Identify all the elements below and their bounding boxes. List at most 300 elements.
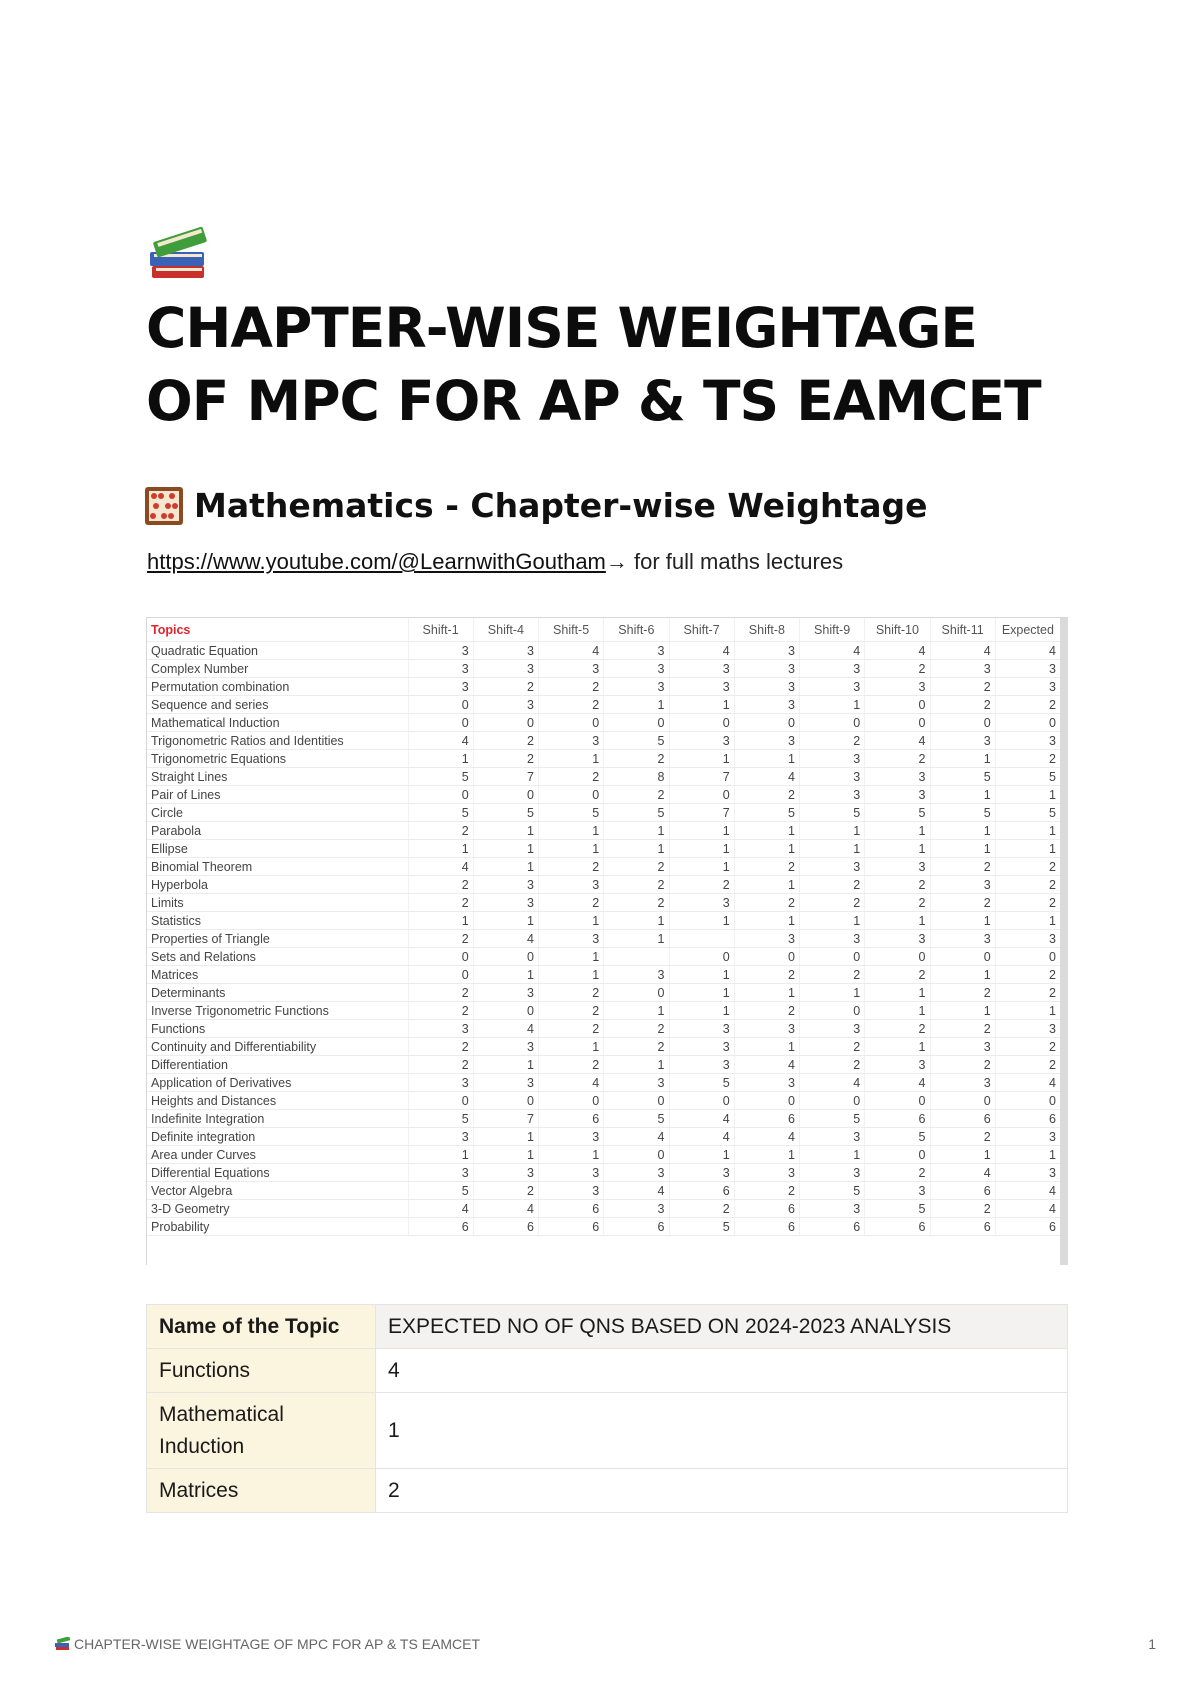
topic-cell: Parabola [147, 822, 408, 840]
value-cell: 1 [473, 1146, 538, 1164]
value-cell: 0 [734, 714, 799, 732]
value-cell: 5 [995, 804, 1060, 822]
value-cell: 3 [865, 930, 930, 948]
table-row [147, 984, 1061, 1002]
value-cell: 0 [539, 786, 604, 804]
value-cell: 3 [930, 930, 995, 948]
value-cell: 5 [408, 1110, 473, 1128]
value-cell: 3 [604, 1074, 669, 1092]
value-cell: 3 [995, 660, 1060, 678]
value-cell: 4 [930, 642, 995, 660]
topic-cell: Heights and Distances [147, 1092, 408, 1110]
value-cell: 3 [473, 642, 538, 660]
analysis-topic: Matrices [147, 1469, 376, 1513]
value-cell: 1 [800, 984, 865, 1002]
value-cell: 0 [473, 1092, 538, 1110]
value-cell: 3 [473, 660, 538, 678]
topic-cell: Differentiation [147, 1056, 408, 1074]
value-cell: 1 [734, 822, 799, 840]
value-cell: 8 [604, 768, 669, 786]
topic-cell: Trigonometric Ratios and Identities [147, 732, 408, 750]
value-cell: 3 [473, 696, 538, 714]
analysis-table [146, 1304, 1068, 1513]
value-cell: 0 [473, 948, 538, 966]
topic-cell: 3-D Geometry [147, 1200, 408, 1218]
value-cell: 1 [995, 1002, 1060, 1020]
topic-cell: Matrices [147, 966, 408, 984]
value-cell: 1 [604, 696, 669, 714]
value-cell: 2 [539, 696, 604, 714]
value-cell: 3 [734, 930, 799, 948]
value-cell: 1 [669, 840, 734, 858]
value-cell: 1 [473, 840, 538, 858]
value-cell: 3 [800, 858, 865, 876]
value-cell: 2 [408, 1002, 473, 1020]
value-cell: 2 [734, 894, 799, 912]
value-cell: 7 [473, 1110, 538, 1128]
value-cell: 0 [604, 714, 669, 732]
value-cell: 0 [995, 1092, 1060, 1110]
value-cell: 3 [408, 642, 473, 660]
page-footer [55, 1636, 480, 1652]
value-cell: 2 [539, 858, 604, 876]
value-cell: 1 [408, 912, 473, 930]
topic-cell: Probability [147, 1218, 408, 1236]
analysis-value: 2 [376, 1469, 1068, 1513]
topic-cell: Quadratic Equation [147, 642, 408, 660]
value-cell: 5 [865, 1128, 930, 1146]
value-cell: 2 [539, 894, 604, 912]
value-cell: 2 [539, 768, 604, 786]
value-cell: 3 [473, 1074, 538, 1092]
value-cell: 2 [473, 678, 538, 696]
value-cell: 1 [865, 840, 930, 858]
value-cell: 6 [473, 1218, 538, 1236]
value-cell: 2 [473, 1182, 538, 1200]
value-cell: 2 [995, 1056, 1060, 1074]
value-cell: 2 [539, 984, 604, 1002]
value-cell: 2 [930, 984, 995, 1002]
value-cell: 2 [408, 876, 473, 894]
value-cell: 5 [800, 1110, 865, 1128]
column-header: Shift-10 [865, 618, 930, 642]
value-cell: 3 [473, 984, 538, 1002]
value-cell: 3 [473, 1164, 538, 1182]
value-cell: 1 [604, 840, 669, 858]
value-cell: 2 [995, 1038, 1060, 1056]
value-cell: 3 [408, 1164, 473, 1182]
column-header: Shift-9 [800, 618, 865, 642]
page-title: CHAPTER-WISE WEIGHTAGE OF MPC FOR AP & TS EAMCET [146, 296, 1041, 433]
value-cell: 2 [995, 984, 1060, 1002]
value-cell: 3 [800, 750, 865, 768]
topic-cell: Straight Lines [147, 768, 408, 786]
topic-cell: Properties of Triangle [147, 930, 408, 948]
value-cell: 1 [930, 912, 995, 930]
analysis-value: 4 [376, 1349, 1068, 1393]
value-cell: 1 [669, 750, 734, 768]
value-cell: 1 [539, 948, 604, 966]
value-cell: 6 [604, 1218, 669, 1236]
value-cell: 3 [408, 1128, 473, 1146]
value-cell: 1 [734, 750, 799, 768]
value-cell: 0 [408, 696, 473, 714]
value-cell: 7 [473, 768, 538, 786]
value-cell: 6 [539, 1200, 604, 1218]
value-cell: 3 [800, 768, 865, 786]
value-cell: 3 [539, 660, 604, 678]
value-cell: 4 [669, 642, 734, 660]
analysis-header-row [147, 1305, 1068, 1349]
value-cell: 0 [734, 1092, 799, 1110]
value-cell: 5 [734, 804, 799, 822]
value-cell: 3 [930, 876, 995, 894]
value-cell: 1 [473, 822, 538, 840]
value-cell: 2 [539, 1020, 604, 1038]
value-cell: 1 [669, 858, 734, 876]
table-row [147, 1020, 1061, 1038]
column-header: Shift-5 [539, 618, 604, 642]
value-cell: 4 [669, 1110, 734, 1128]
table-row [147, 786, 1061, 804]
value-cell: 0 [539, 714, 604, 732]
value-cell: 0 [473, 1002, 538, 1020]
value-cell: 3 [669, 894, 734, 912]
value-cell: 3 [539, 876, 604, 894]
value-cell: 6 [669, 1182, 734, 1200]
value-cell: 6 [800, 1218, 865, 1236]
table-row [147, 1110, 1061, 1128]
value-cell: 3 [734, 660, 799, 678]
value-cell: 2 [539, 1002, 604, 1020]
value-cell: 1 [930, 750, 995, 768]
value-cell: 4 [865, 1074, 930, 1092]
value-cell: 5 [995, 768, 1060, 786]
value-cell: 2 [930, 1056, 995, 1074]
column-header-topics: Topics [147, 618, 408, 642]
value-cell: 1 [408, 840, 473, 858]
value-cell: 3 [669, 1164, 734, 1182]
topic-cell: Ellipse [147, 840, 408, 858]
topic-cell: Vector Algebra [147, 1182, 408, 1200]
topic-cell: Area under Curves [147, 1146, 408, 1164]
topic-cell: Hyperbola [147, 876, 408, 894]
value-cell: 1 [669, 696, 734, 714]
value-cell: 3 [669, 660, 734, 678]
table-row [147, 840, 1061, 858]
topic-cell: Functions [147, 1020, 408, 1038]
value-cell: 0 [408, 714, 473, 732]
value-cell: 2 [865, 1020, 930, 1038]
value-cell: 1 [800, 840, 865, 858]
value-cell: 6 [734, 1200, 799, 1218]
value-cell: 4 [800, 642, 865, 660]
value-cell: 2 [930, 678, 995, 696]
value-cell: 2 [604, 1020, 669, 1038]
value-cell: 4 [539, 642, 604, 660]
value-cell: 0 [408, 1092, 473, 1110]
topic-cell: Application of Derivatives [147, 1074, 408, 1092]
value-cell: 6 [734, 1110, 799, 1128]
value-cell: 0 [604, 984, 669, 1002]
value-cell: 7 [669, 804, 734, 822]
column-header: Shift-6 [604, 618, 669, 642]
value-cell: 1 [604, 930, 669, 948]
value-cell: 1 [930, 840, 995, 858]
value-cell: 1 [930, 966, 995, 984]
value-cell: 2 [995, 966, 1060, 984]
value-cell: 3 [930, 1074, 995, 1092]
value-cell: 0 [865, 1092, 930, 1110]
value-cell: 0 [408, 948, 473, 966]
table-row [147, 948, 1061, 966]
value-cell: 3 [473, 894, 538, 912]
value-cell: 0 [930, 714, 995, 732]
value-cell: 2 [930, 894, 995, 912]
value-cell: 4 [539, 1074, 604, 1092]
value-cell: 1 [669, 966, 734, 984]
value-cell: 6 [539, 1218, 604, 1236]
table-row [147, 894, 1061, 912]
value-cell: 3 [604, 1200, 669, 1218]
value-cell: 3 [408, 1074, 473, 1092]
table-row [147, 966, 1061, 984]
value-cell: 1 [865, 1038, 930, 1056]
footer-title: CHAPTER-WISE WEIGHTAGE OF MPC FOR AP & TS EAMCET [74, 1636, 481, 1652]
value-cell: 3 [539, 1164, 604, 1182]
value-cell: 0 [604, 1092, 669, 1110]
value-cell: 2 [408, 984, 473, 1002]
value-cell: 3 [800, 786, 865, 804]
table-row [147, 1218, 1061, 1236]
value-cell: 5 [604, 1110, 669, 1128]
value-cell: 5 [604, 732, 669, 750]
topic-cell: Circle [147, 804, 408, 822]
value-cell: 1 [734, 984, 799, 1002]
value-cell: 2 [408, 1056, 473, 1074]
value-cell: 1 [800, 822, 865, 840]
value-cell: 2 [865, 1164, 930, 1182]
books-icon [55, 1637, 71, 1651]
value-cell: 6 [930, 1218, 995, 1236]
value-cell: 1 [473, 1056, 538, 1074]
value-cell: 3 [473, 876, 538, 894]
value-cell: 2 [995, 876, 1060, 894]
value-cell: 1 [408, 750, 473, 768]
youtube-link[interactable]: https://www.youtube.com/@LearnwithGoutham [147, 549, 606, 574]
table-row [147, 912, 1061, 930]
value-cell: 3 [930, 1038, 995, 1056]
value-cell: 1 [669, 984, 734, 1002]
value-cell: 2 [930, 1020, 995, 1038]
value-cell: 5 [408, 804, 473, 822]
value-cell: 2 [865, 660, 930, 678]
analysis-header-key: Name of the Topic [147, 1305, 376, 1349]
value-cell: 5 [669, 1074, 734, 1092]
value-cell: 2 [473, 732, 538, 750]
value-cell: 6 [995, 1110, 1060, 1128]
value-cell: 4 [800, 1074, 865, 1092]
value-cell: 4 [930, 1164, 995, 1182]
value-cell: 3 [865, 768, 930, 786]
value-cell: 5 [865, 1200, 930, 1218]
value-cell: 6 [930, 1110, 995, 1128]
value-cell: 3 [604, 966, 669, 984]
value-cell: 2 [539, 678, 604, 696]
value-cell: 3 [800, 660, 865, 678]
value-cell: 1 [539, 1038, 604, 1056]
value-cell: 2 [734, 1002, 799, 1020]
section-heading [144, 484, 928, 528]
value-cell: 3 [539, 1128, 604, 1146]
value-cell: 1 [865, 912, 930, 930]
table-row [147, 804, 1061, 822]
topic-cell: Determinants [147, 984, 408, 1002]
value-cell: 3 [734, 1074, 799, 1092]
table-row [147, 714, 1061, 732]
value-cell: 1 [995, 786, 1060, 804]
value-cell: 4 [473, 1020, 538, 1038]
value-cell: 7 [669, 768, 734, 786]
analysis-header-value: EXPECTED NO OF QNS BASED ON 2024-2023 ANALYSIS [376, 1305, 1068, 1349]
value-cell: 0 [669, 714, 734, 732]
value-cell: 2 [865, 894, 930, 912]
value-cell: 1 [865, 984, 930, 1002]
value-cell: 2 [408, 894, 473, 912]
value-cell: 4 [473, 930, 538, 948]
value-cell: 3 [473, 1038, 538, 1056]
link-suffix: → for full maths lectures [605, 549, 844, 574]
value-cell: 3 [865, 858, 930, 876]
value-cell: 1 [995, 1146, 1060, 1164]
analysis-value: 1 [376, 1393, 1068, 1469]
weightage-table [147, 618, 1061, 1236]
value-cell: 1 [669, 1002, 734, 1020]
value-cell: 2 [865, 876, 930, 894]
topic-cell: Differential Equations [147, 1164, 408, 1182]
value-cell: 0 [669, 786, 734, 804]
value-cell: 5 [800, 1182, 865, 1200]
value-cell: 1 [604, 822, 669, 840]
topic-cell: Indefinite Integration [147, 1110, 408, 1128]
value-cell: 2 [865, 750, 930, 768]
value-cell: 3 [669, 1038, 734, 1056]
value-cell: 1 [473, 858, 538, 876]
value-cell: 1 [604, 1056, 669, 1074]
analysis-topic: Functions [147, 1349, 376, 1393]
value-cell: 6 [539, 1110, 604, 1128]
abacus-icon [144, 486, 184, 526]
value-cell: 1 [539, 840, 604, 858]
value-cell: 5 [930, 804, 995, 822]
value-cell: 2 [604, 876, 669, 894]
table-row [147, 876, 1061, 894]
value-cell: 1 [473, 1128, 538, 1146]
value-cell: 3 [408, 1020, 473, 1038]
value-cell: 2 [604, 1038, 669, 1056]
column-header: Shift-7 [669, 618, 734, 642]
value-cell: 1 [734, 1146, 799, 1164]
topic-cell: Statistics [147, 912, 408, 930]
value-cell: 1 [930, 1146, 995, 1164]
value-cell: 3 [800, 1164, 865, 1182]
value-cell [604, 948, 669, 966]
value-cell: 3 [604, 660, 669, 678]
value-cell: 1 [473, 966, 538, 984]
value-cell: 3 [734, 732, 799, 750]
column-header: Shift-4 [473, 618, 538, 642]
value-cell: 3 [995, 1164, 1060, 1182]
table-row [147, 822, 1061, 840]
value-cell: 2 [930, 696, 995, 714]
value-cell: 3 [669, 1020, 734, 1038]
value-cell: 1 [930, 1002, 995, 1020]
value-cell: 1 [734, 1038, 799, 1056]
value-cell: 1 [539, 966, 604, 984]
value-cell: 3 [865, 1056, 930, 1074]
column-header: Shift-8 [734, 618, 799, 642]
value-cell: 2 [930, 858, 995, 876]
books-icon [148, 222, 212, 284]
value-cell: 3 [800, 1200, 865, 1218]
value-cell: 4 [995, 1200, 1060, 1218]
topic-cell: Continuity and Differentiability [147, 1038, 408, 1056]
value-cell: 1 [669, 822, 734, 840]
value-cell: 6 [865, 1218, 930, 1236]
value-cell: 2 [604, 786, 669, 804]
topic-cell: Limits [147, 894, 408, 912]
table-row [147, 1146, 1061, 1164]
value-cell [669, 930, 734, 948]
value-cell: 3 [865, 678, 930, 696]
value-cell: 1 [539, 1146, 604, 1164]
value-cell: 2 [995, 858, 1060, 876]
value-cell: 1 [865, 1002, 930, 1020]
value-cell: 0 [408, 786, 473, 804]
value-cell: 0 [473, 714, 538, 732]
analysis-row [147, 1349, 1068, 1393]
value-cell: 3 [539, 1182, 604, 1200]
value-cell: 6 [995, 1218, 1060, 1236]
value-cell: 4 [604, 1182, 669, 1200]
value-cell: 1 [539, 822, 604, 840]
value-cell: 2 [995, 696, 1060, 714]
table-row [147, 750, 1061, 768]
value-cell: 0 [930, 1092, 995, 1110]
value-cell: 5 [930, 768, 995, 786]
value-cell: 5 [473, 804, 538, 822]
value-cell: 4 [408, 858, 473, 876]
value-cell: 3 [995, 1020, 1060, 1038]
value-cell: 3 [734, 1020, 799, 1038]
analysis-topic: Mathematical Induction [147, 1393, 376, 1469]
value-cell: 4 [865, 642, 930, 660]
topic-cell: Trigonometric Equations [147, 750, 408, 768]
value-cell: 0 [865, 696, 930, 714]
value-cell: 3 [930, 732, 995, 750]
value-cell: 0 [669, 1092, 734, 1110]
value-cell: 3 [995, 1128, 1060, 1146]
value-cell: 3 [604, 1164, 669, 1182]
value-cell: 4 [734, 1056, 799, 1074]
value-cell: 0 [669, 948, 734, 966]
value-cell: 1 [604, 1002, 669, 1020]
value-cell: 1 [995, 822, 1060, 840]
value-cell: 1 [734, 840, 799, 858]
value-cell: 3 [800, 678, 865, 696]
topic-cell: Sequence and series [147, 696, 408, 714]
value-cell: 3 [604, 678, 669, 696]
